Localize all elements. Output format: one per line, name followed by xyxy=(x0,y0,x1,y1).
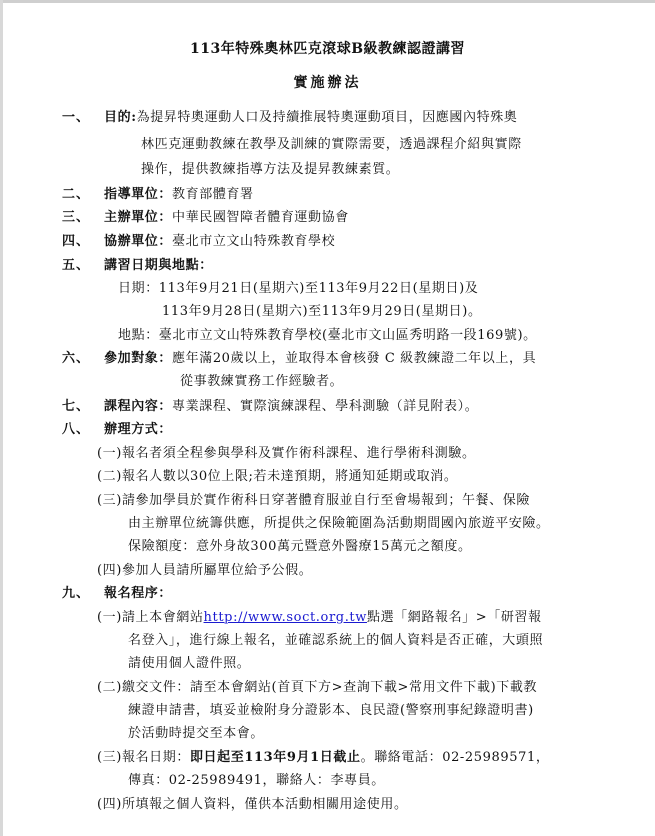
section-4-number: 四、 xyxy=(62,234,91,249)
section-7-number: 七、 xyxy=(62,399,91,414)
section-1-text-1: 為提昇特奧運動人口及持續推展特奧運動項目，因應國內特殊奧 xyxy=(136,110,518,125)
section-4-label: 協辦單位： xyxy=(104,234,173,249)
section-3-line xyxy=(104,210,349,226)
section-6-text-1: 應年滿20歲以上，並取得本會核發 C 級教練證二年以上，具 xyxy=(172,351,537,366)
section-1-line-2: 林匹克運動教練在教學及訓練的實際需要，透過課程介紹與實際 xyxy=(141,137,522,152)
section-9-item-1 xyxy=(97,610,542,626)
section-2-line xyxy=(104,187,254,203)
section-9-number: 九、 xyxy=(62,586,91,601)
section-8-item-3-line-2: 由主辦單位統籌供應，所提供之保險範圍為活動期間國內旅遊平安險。 xyxy=(128,516,550,531)
section-3-label: 主辦單位： xyxy=(104,210,173,225)
section-8-item-3-line-3: 保險額度：意外身故300萬元暨意外醫療15萬元之額度。 xyxy=(128,539,472,554)
section-6-label: 參加對象： xyxy=(104,351,173,366)
section-9-item-1-prefix: (一)請上本會網站 xyxy=(97,610,204,625)
section-4-line xyxy=(104,234,335,250)
section-8-item-3: (三)請參加學員於實作術科日穿著體育服並自行至會場報到；午餐、保險 xyxy=(97,493,530,508)
page-edge-left xyxy=(0,0,3,836)
section-7-label: 課程內容： xyxy=(104,399,173,414)
section-6-line-2: 從事教練實務工作經驗者。 xyxy=(180,374,344,389)
section-9-item-3 xyxy=(97,750,550,766)
section-3-number: 三、 xyxy=(62,210,91,225)
page-edge-top xyxy=(0,0,655,3)
section-8-number: 八、 xyxy=(62,422,91,437)
section-2-text: 教育部體育署 xyxy=(172,187,254,202)
section-1-label: 目的: xyxy=(104,110,137,125)
document-subtitle: 實施辦法 xyxy=(293,75,362,91)
section-7-text: 專業課程、實際演練課程、學科測驗（詳見附表）。 xyxy=(172,399,479,414)
section-9-item-1-line-3: 請使用個人證件照。 xyxy=(128,656,251,671)
section-9-item-3-prefix: (三)報名日期： xyxy=(97,750,190,765)
section-8-label: 辦理方式： xyxy=(104,422,173,437)
association-website-link[interactable]: http://www.soct.org.tw xyxy=(203,610,367,625)
document-title: 113年特殊奧林匹克滾球B級教練認證講習 xyxy=(189,41,466,57)
section-7-line xyxy=(104,399,478,415)
section-1-line-1 xyxy=(104,110,517,126)
section-2-label: 指導單位： xyxy=(104,187,173,202)
section-9-item-2: (二)繳交文件：請至本會網站(首頁下方>查詢下載>常用文件下載)下載教 xyxy=(97,680,538,695)
section-6-number: 六、 xyxy=(62,351,91,366)
section-5-place: 地點：臺北市立文山特殊教育學校(臺北市文山區秀明路一段169號)。 xyxy=(118,328,537,343)
section-1-line-3: 操作，提供教練指導方法及提昇教練素質。 xyxy=(141,162,400,177)
section-1-number: 一、 xyxy=(62,110,91,125)
section-9-item-3-suffix: 。聯絡電話：02-25989571， xyxy=(360,750,550,765)
section-9-item-2-line-3: 於活動時提交至本會。 xyxy=(128,726,265,741)
section-9-item-1-line-2: 名登入」，進行線上報名，並確認系統上的個人資料是否正確，大頭照 xyxy=(128,633,544,648)
section-8-item-2: (二)報名人數以30位上限;若未達預期，將通知延期或取消。 xyxy=(97,469,458,484)
section-8-item-1: (一)報名者須全程參與學科及實作術科課程、進行學術科測驗。 xyxy=(97,446,476,461)
section-5-date-line-2: 113年9月28日(星期六)至113年9月29日(星期日)。 xyxy=(162,304,482,319)
section-9-item-3-line-2: 傳真：02-25989491，聯絡人：李專員。 xyxy=(128,773,385,788)
section-5-label: 講習日期與地點： xyxy=(104,258,213,273)
section-5-date-line-1: 日期：113年9月21日(星期六)至113年9月22日(星期日)及 xyxy=(118,281,479,296)
section-9-item-4: (四)所填報之個人資料，僅供本活動相關用途使用。 xyxy=(97,797,408,812)
registration-deadline: 即日起至113年9月1日截止 xyxy=(189,750,361,765)
section-2-number: 二、 xyxy=(62,187,91,202)
section-8-item-4: (四)參加人員請所屬單位給予公假。 xyxy=(97,563,313,578)
section-6-line-1 xyxy=(104,351,536,367)
section-4-text: 臺北市立文山特殊教育學校 xyxy=(172,234,336,249)
section-3-text: 中華民國智障者體育運動協會 xyxy=(172,210,349,225)
section-9-label: 報名程序： xyxy=(104,586,173,601)
section-5-number: 五、 xyxy=(62,258,91,273)
section-9-item-1-suffix: 點選「網路報名」>「研習報 xyxy=(366,610,542,625)
section-9-item-2-line-2: 練證申請書，填妥並檢附身分證影本、良民證(警察刑事紀錄證明書) xyxy=(128,703,534,718)
